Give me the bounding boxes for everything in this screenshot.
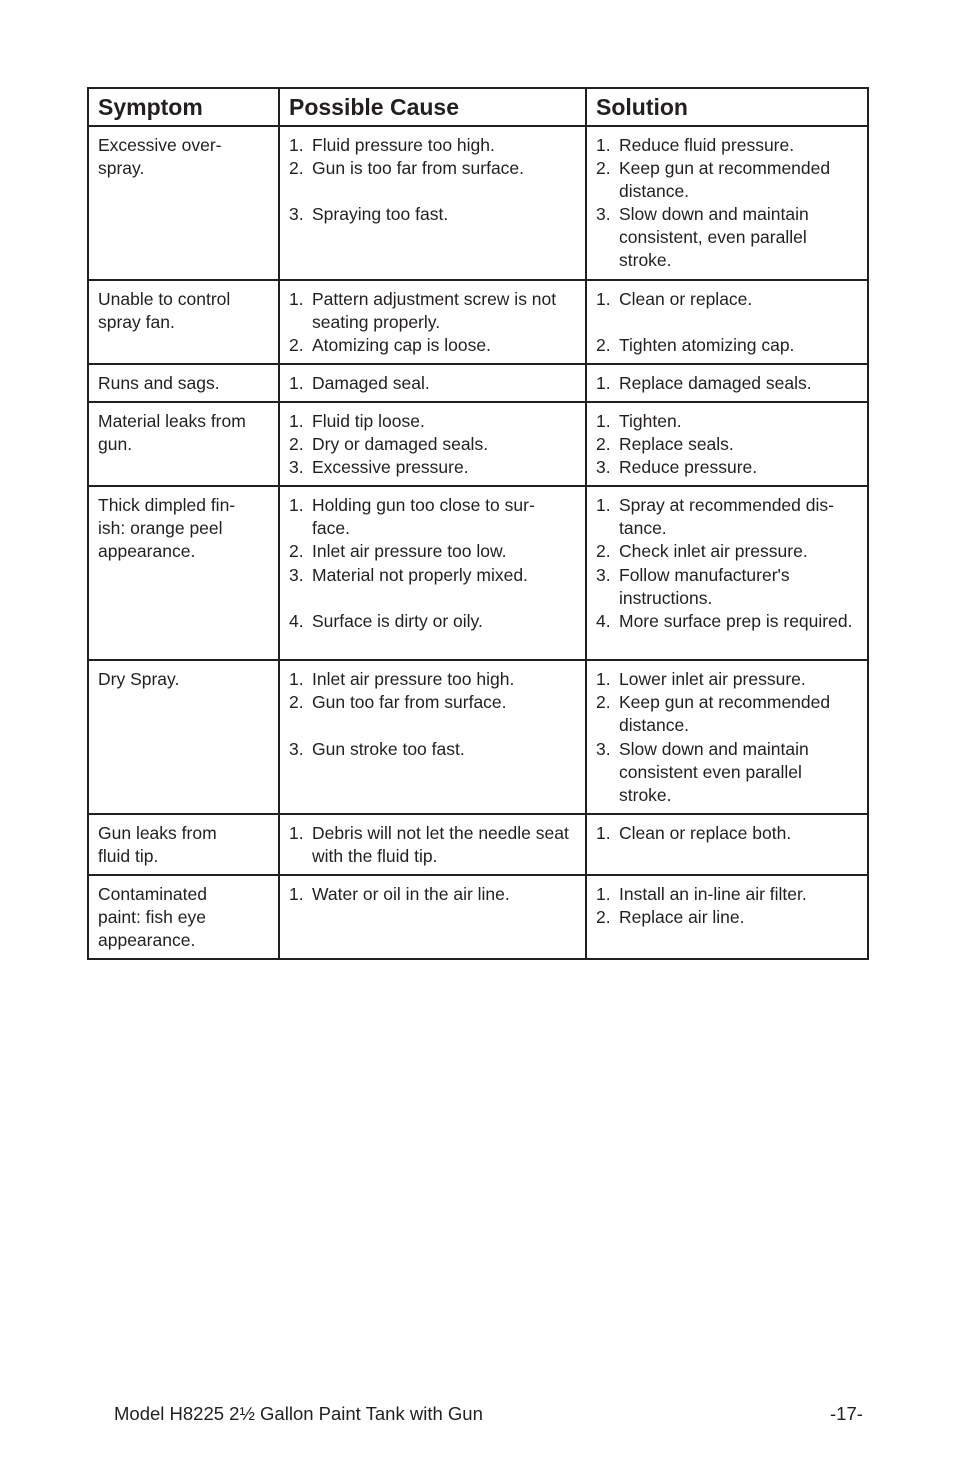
cause-cell xyxy=(279,814,586,875)
cause-item-text: Gun stroke too fast. xyxy=(312,738,465,759)
cause-item-text: Atomizing cap is loose. xyxy=(312,334,491,355)
solution-item-number: 2. xyxy=(596,907,611,928)
cause-item-number: 2. xyxy=(289,158,304,179)
symptom-text: paint: fish eye xyxy=(98,907,206,928)
cause-item-text: Excessive pressure. xyxy=(312,457,469,478)
solution-item xyxy=(596,691,858,737)
solution-item-number: 2. xyxy=(596,541,611,562)
solution-item xyxy=(596,334,858,357)
solution-item-text: Slow down and maintain consistent, even parallel stroke. xyxy=(619,204,809,271)
cause-item-number: 1. xyxy=(289,288,304,309)
symptom-cell xyxy=(88,875,279,959)
solution-item-number: 1. xyxy=(596,883,611,904)
cause-item-text: Fluid tip loose. xyxy=(312,410,425,431)
solution-item-number: 1. xyxy=(596,135,611,155)
solution-item-text: Replace seals. xyxy=(619,434,734,455)
footer-model: Model H8225 2½ Gallon Paint Tank with Gun xyxy=(114,1403,483,1424)
cause-item-text: Debris will not let the needle seat with the fluid tip. xyxy=(312,822,569,866)
cause-cell xyxy=(279,126,586,280)
symptom-cell xyxy=(88,364,279,402)
table-row xyxy=(88,660,868,814)
symptom-text: spray. xyxy=(98,158,145,179)
solution-item-text: Spray at recommended dis- tance. xyxy=(619,495,834,539)
cause-item-number: 2. xyxy=(289,541,304,562)
solution-cell xyxy=(586,402,868,486)
solution-cell xyxy=(586,364,868,402)
symptom-text: gun. xyxy=(98,434,133,455)
solution-item xyxy=(596,372,858,395)
solution-cell xyxy=(586,875,868,959)
solution-item xyxy=(596,157,858,203)
symptom-text: fluid tip. xyxy=(98,845,159,866)
solution-item xyxy=(596,883,858,906)
solution-item-text: More surface prep is required. xyxy=(619,610,853,631)
cause-item xyxy=(289,433,576,456)
solution-cell xyxy=(586,280,868,364)
symptom-text: appearance. xyxy=(98,930,196,951)
cause-item-number: 1. xyxy=(289,135,304,155)
cause-item xyxy=(289,668,576,691)
cause-item xyxy=(289,822,576,868)
cause-cell xyxy=(279,364,586,402)
cause-item-text: Damaged seal. xyxy=(312,372,430,393)
solution-item xyxy=(596,494,858,540)
cause-item xyxy=(289,372,576,395)
header-solution: Solution xyxy=(586,88,868,126)
solution-cell xyxy=(586,126,868,280)
symptom-text: Unable to control xyxy=(98,288,231,309)
solution-item-text: Tighten atomizing cap. xyxy=(619,334,795,355)
cause-item-text: Inlet air pressure too low. xyxy=(312,541,507,562)
cause-item-number: 2. xyxy=(289,334,304,355)
solution-item-number: 2. xyxy=(596,692,611,713)
cause-item-number: 1. xyxy=(289,822,304,843)
cause-item xyxy=(289,456,576,479)
cause-item-text: Gun is too far from surface. xyxy=(312,158,525,179)
header-possible-cause: Possible Cause xyxy=(279,88,586,126)
table-row xyxy=(88,280,868,364)
cause-item xyxy=(289,883,576,906)
header-symptom: Symptom xyxy=(88,88,279,126)
cause-item-text: Water or oil in the air line. xyxy=(312,883,510,904)
cause-item-number: 1. xyxy=(289,883,304,904)
table-row xyxy=(88,402,868,486)
solution-item xyxy=(596,433,858,456)
solution-item-text: Follow manufacturer's instructions. xyxy=(619,564,790,608)
symptom-text: Gun leaks from xyxy=(98,822,217,843)
cause-item-number: 3. xyxy=(289,738,304,759)
solution-item-number: 3. xyxy=(596,457,611,478)
symptom-text: appearance. xyxy=(98,541,196,562)
solution-item xyxy=(596,288,858,311)
solution-item-number: 1. xyxy=(596,495,611,516)
cause-item-number: 1. xyxy=(289,495,304,516)
cause-item-number: 2. xyxy=(289,434,304,455)
solution-item-text: Lower inlet air pressure. xyxy=(619,669,806,690)
table-row xyxy=(88,875,868,959)
symptom-cell xyxy=(88,814,279,875)
symptom-text: Material leaks from xyxy=(98,410,246,431)
table-row xyxy=(88,814,868,875)
cause-item-number: 1. xyxy=(289,669,304,690)
solution-item-text: Tighten. xyxy=(619,410,682,431)
cause-item-text: Inlet air pressure too high. xyxy=(312,669,515,690)
solution-item xyxy=(596,822,858,845)
symptom-text: Dry Spray. xyxy=(98,669,180,690)
table-row xyxy=(88,364,868,402)
solution-item-text: Clean or replace. xyxy=(619,288,753,309)
cause-item-text: Fluid pressure too high. xyxy=(312,135,495,155)
cause-item xyxy=(289,610,576,633)
cause-item-number: 1. xyxy=(289,372,304,393)
cause-item-number: 3. xyxy=(289,457,304,478)
header-row xyxy=(88,88,868,126)
cause-item-text: Material not properly mixed. xyxy=(312,564,528,585)
solution-item-number: 2. xyxy=(596,434,611,455)
solution-item-number: 4. xyxy=(596,610,611,631)
symptom-cell xyxy=(88,486,279,660)
solution-item-number: 2. xyxy=(596,334,611,355)
symptom-cell xyxy=(88,402,279,486)
solution-item-text: Replace damaged seals. xyxy=(619,372,812,393)
solution-item-text: Slow down and maintain consistent even parallel stroke. xyxy=(619,738,809,805)
solution-item-number: 2. xyxy=(596,158,611,179)
symptom-cell xyxy=(88,126,279,280)
symptom-text: ish: orange peel xyxy=(98,518,223,539)
cause-item-text: Holding gun too close to sur- face. xyxy=(312,495,535,539)
symptom-text: Contaminated xyxy=(98,883,207,904)
solution-item-text: Check inlet air pressure. xyxy=(619,541,808,562)
cause-cell xyxy=(279,402,586,486)
solution-item-number: 3. xyxy=(596,738,611,759)
cause-item-text: Spraying too fast. xyxy=(312,204,449,225)
solution-item xyxy=(596,668,858,691)
solution-item-text: Install an in-line air filter. xyxy=(619,883,807,904)
cause-cell xyxy=(279,660,586,814)
solution-item-text: Reduce pressure. xyxy=(619,457,758,478)
cause-item xyxy=(289,540,576,563)
cause-cell xyxy=(279,875,586,959)
solution-item-text: Replace air line. xyxy=(619,907,745,928)
solution-cell xyxy=(586,486,868,660)
solution-item-text: Keep gun at recommended distance. xyxy=(619,692,831,736)
solution-item xyxy=(596,134,858,157)
solution-item-text: Reduce fluid pressure. xyxy=(619,135,795,155)
solution-item-number: 1. xyxy=(596,372,611,393)
cause-item-number: 3. xyxy=(289,564,304,585)
symptom-cell xyxy=(88,280,279,364)
solution-item-text: Keep gun at recommended distance. xyxy=(619,158,831,202)
solution-item-number: 3. xyxy=(596,204,611,225)
troubleshooting-table xyxy=(87,87,869,960)
cause-item xyxy=(289,203,576,226)
solution-item xyxy=(596,203,858,272)
solution-item-text: Clean or replace both. xyxy=(619,822,792,843)
solution-item-number: 3. xyxy=(596,564,611,585)
solution-item-number: 1. xyxy=(596,288,611,309)
cause-item xyxy=(289,334,576,357)
cause-item xyxy=(289,134,576,157)
cause-item xyxy=(289,564,576,587)
symptom-text: Thick dimpled fin- xyxy=(98,495,236,516)
cause-item xyxy=(289,691,576,714)
cause-cell xyxy=(279,280,586,364)
symptom-text: Runs and sags. xyxy=(98,372,220,393)
cause-item-number: 4. xyxy=(289,610,304,631)
cause-item-number: 3. xyxy=(289,204,304,225)
footer-page-number: -17- xyxy=(830,1403,863,1424)
symptom-text: Excessive over- xyxy=(98,135,222,155)
cause-item-text: Surface is dirty or oily. xyxy=(312,610,483,631)
cause-item-number: 2. xyxy=(289,692,304,713)
solution-item xyxy=(596,410,858,433)
solution-item xyxy=(596,906,858,929)
solution-item xyxy=(596,456,858,479)
solution-cell xyxy=(586,660,868,814)
cause-item-text: Gun too far from surface. xyxy=(312,692,507,713)
cause-item xyxy=(289,288,576,334)
solution-item-number: 1. xyxy=(596,669,611,690)
solution-item xyxy=(596,540,858,563)
solution-item-number: 1. xyxy=(596,822,611,843)
cause-item xyxy=(289,410,576,433)
solution-item xyxy=(596,564,858,610)
solution-item xyxy=(596,738,858,807)
solution-item xyxy=(596,610,858,633)
table-row xyxy=(88,126,868,280)
solution-cell xyxy=(586,814,868,875)
cause-item-number: 1. xyxy=(289,410,304,431)
cause-item xyxy=(289,738,576,761)
cause-item xyxy=(289,157,576,180)
cause-item-text: Dry or damaged seals. xyxy=(312,434,489,455)
table-row xyxy=(88,486,868,660)
cause-cell xyxy=(279,486,586,660)
cause-item xyxy=(289,494,576,540)
cause-item-text: Pattern adjustment screw is not seating properly. xyxy=(312,288,557,332)
symptom-cell xyxy=(88,660,279,814)
symptom-text: spray fan. xyxy=(98,311,175,332)
solution-item-number: 1. xyxy=(596,410,611,431)
